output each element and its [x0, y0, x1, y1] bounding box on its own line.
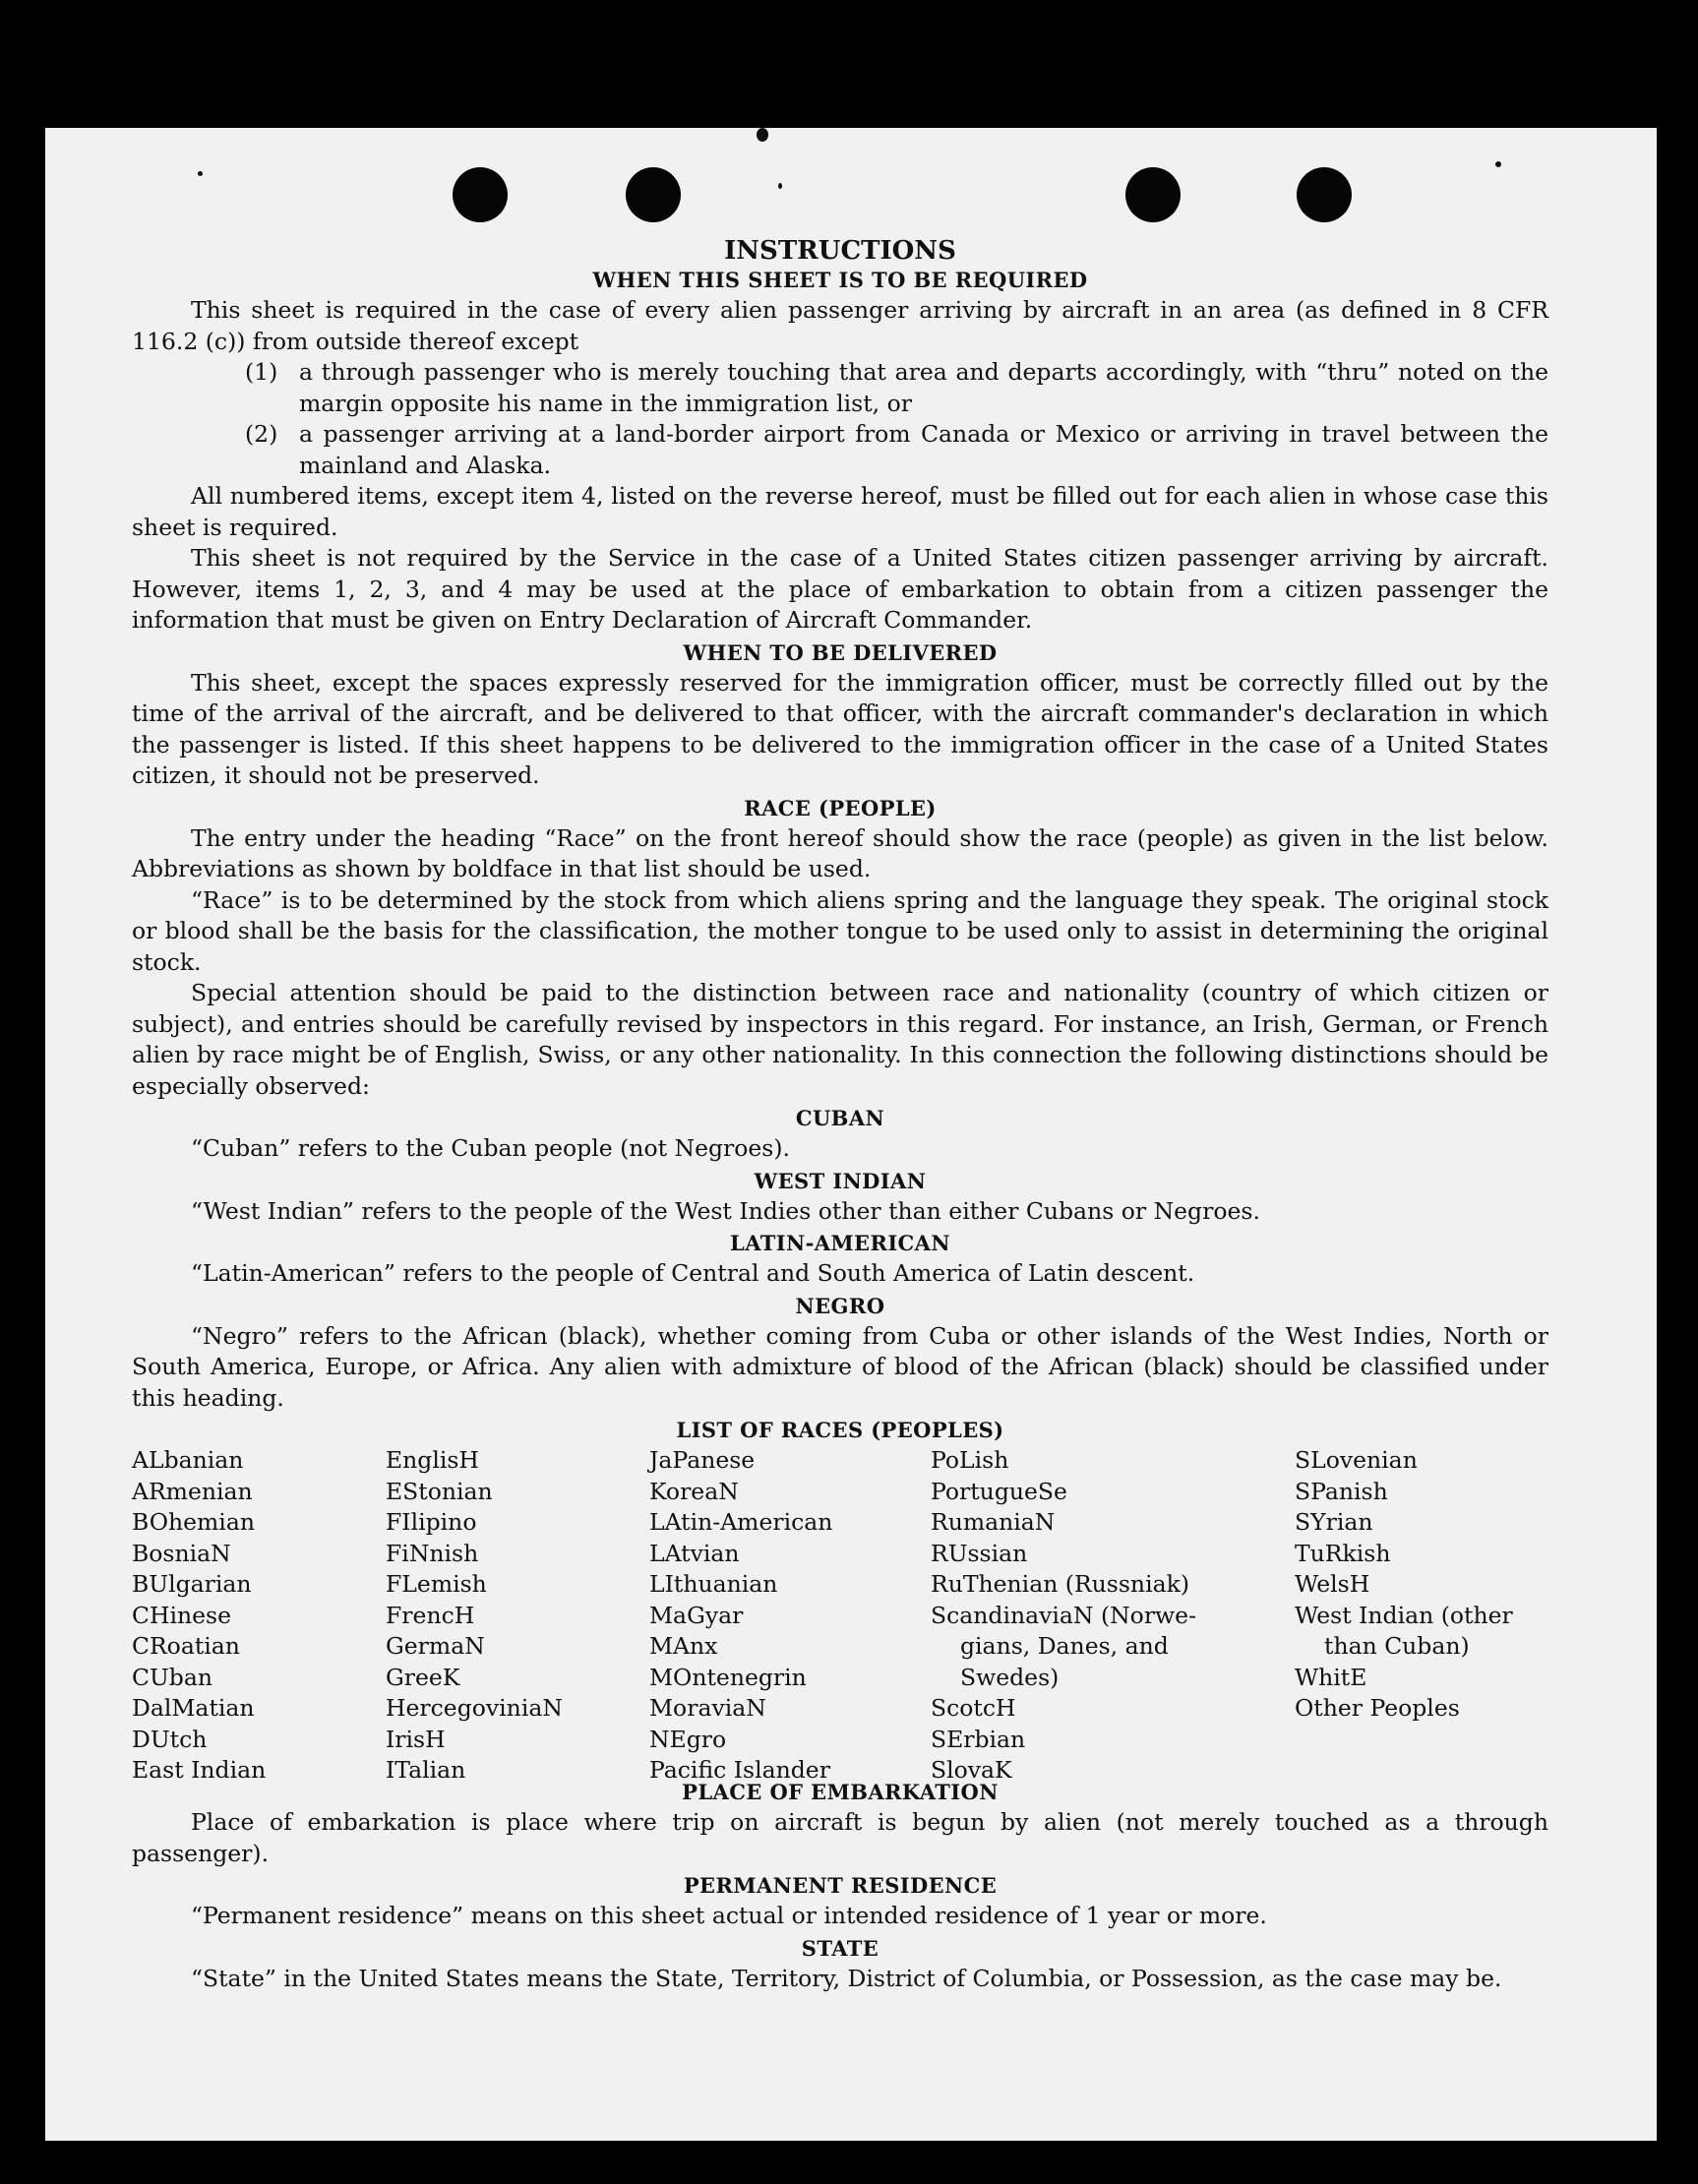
definition-latin-american: “Latin-American” refers to the people of Central and South America of Latin descent.	[191, 1259, 1195, 1287]
race-entry: WhitE	[1295, 1663, 1367, 1691]
race-entry: SYrian	[1295, 1508, 1373, 1536]
race-entry: SPanish	[1295, 1477, 1388, 1505]
race-entry: EStonian	[386, 1477, 493, 1505]
race-entry: GermaN	[386, 1632, 485, 1660]
race-entry: DalMatian	[132, 1694, 255, 1722]
race-entry: ITalian	[386, 1756, 466, 1784]
race-entry: MaGyar	[649, 1601, 744, 1629]
definition-west-indian: “West Indian” refers to the people of the West Indies other than either Cubans or Negroes.	[191, 1196, 1260, 1225]
race-entry: EnglisH	[386, 1446, 479, 1474]
state-paragraph: “State” in the United States means the State, Territory, District of Columbia, or Possession, as the case may be.	[191, 1964, 1502, 1992]
section-heading-latin-american: LATIN-AMERICAN	[730, 1231, 950, 1255]
section-heading-race-list: LIST OF RACES (PEOPLES)	[676, 1418, 1004, 1442]
race-entry: ALbanian	[132, 1446, 244, 1474]
section-heading-negro: NEGRO	[795, 1293, 885, 1318]
race-entry: LIthuanian	[649, 1570, 778, 1598]
race-entry: RuThenian (Russniak)	[931, 1570, 1189, 1598]
paper-speck	[778, 183, 782, 189]
embarkation-paragraph: Place of embarkation is place where trip on aircraft is begun by alien (not merely touched as a through passenger).	[132, 1808, 1548, 1867]
race-entry: MAnx	[649, 1632, 718, 1660]
race-entry: GreeK	[386, 1663, 460, 1691]
residence-paragraph: “Permanent residence” means on this sheet actual or intended residence of 1 year or more.	[191, 1902, 1267, 1929]
section-heading-embarkation: PLACE OF EMBARKATION	[682, 1780, 999, 1804]
race-entry: ScandinaviaN (Norwe-	[931, 1601, 1197, 1629]
race-entry: PoLish	[931, 1446, 1009, 1474]
race-column	[931, 1445, 1196, 1787]
section-heading-state: STATE	[801, 1935, 879, 1961]
race-entry: FrencH	[386, 1601, 475, 1629]
race-entry: WelsH	[1295, 1570, 1370, 1598]
definition-cuban: “Cuban” refers to the Cuban people (not Negroes).	[191, 1134, 791, 1162]
paper-speck	[757, 128, 768, 142]
numbered-items-paragraph: All numbered items, except item 4, listed on the reverse hereof, must be filled out for each alien in whose case this sheet is required.	[132, 482, 1548, 541]
race-entry: KoreaN	[649, 1477, 739, 1505]
instructions-heading: INSTRUCTIONS	[724, 236, 956, 266]
section-heading-residence: PERMANENT RESIDENCE	[683, 1873, 998, 1898]
punch-hole	[1297, 167, 1352, 222]
race-entry: gians, Danes, and	[960, 1632, 1169, 1660]
race-entry: FIlipino	[386, 1508, 477, 1536]
race-entry: SlovaK	[931, 1756, 1012, 1784]
exception-number: (2)	[245, 420, 278, 448]
section-heading-race: RACE (PEOPLE)	[744, 795, 937, 820]
race-entry: LAtvian	[649, 1539, 740, 1567]
race-list	[132, 1445, 1548, 1784]
race-entry: West Indian (other	[1295, 1601, 1513, 1629]
race-entry: JaPanese	[649, 1446, 756, 1474]
race-paragraph: The entry under the heading “Race” on the front hereof should show the race (people) as given in the list below. Abbreviations as shown by boldface in that list should be used.	[132, 823, 1548, 882]
exception-item	[245, 357, 1548, 419]
race-entry: SErbian	[931, 1725, 1026, 1753]
paper-speck	[198, 171, 203, 176]
section-heading-cuban: CUBAN	[795, 1106, 885, 1130]
race-entry: DUtch	[132, 1725, 208, 1753]
race-entry: Swedes)	[960, 1663, 1060, 1691]
punch-hole	[626, 167, 681, 222]
punch-hole	[453, 167, 508, 222]
race-entry: MOntenegrin	[649, 1663, 807, 1691]
section-heading-delivered: WHEN TO BE DELIVERED	[683, 639, 998, 665]
race-entry: PortugueSe	[931, 1477, 1067, 1505]
race-entry: East Indian	[132, 1756, 267, 1784]
race-entry: HercegoviniaN	[386, 1694, 563, 1722]
race-entry: CHinese	[132, 1601, 231, 1629]
exception-text: a passenger arriving at a land-border airport from Canada or Mexico or arriving in travel between the mainland and Alaska.	[299, 420, 1548, 479]
race-paragraph: Special attention should be paid to the distinction between race and nationality (country of which citizen or subject), and entries should be carefully revised by inspectors in this regard. For instance, an Irish, German, or French alien by race might be of English, Swiss, or any other nationality. In this connection the following distinctions should be especially observed:	[132, 979, 1548, 1100]
race-entry: than Cuban)	[1324, 1632, 1470, 1660]
race-entry: LAtin-American	[649, 1508, 833, 1536]
race-entry: ScotcH	[931, 1694, 1016, 1722]
race-paragraph: “Race” is to be determined by the stock from which aliens spring and the language they speak. The original stock or blood shall be the basis for the classification, the mother tongue to be used only to assist in determining the original stock.	[132, 885, 1548, 976]
required-intro: This sheet is required in the case of every alien passenger arriving by aircraft in an area (as defined in 8 CFR 116.2 (c)) from outside thereof except	[132, 296, 1548, 355]
section-heading-west-indian: WEST INDIAN	[754, 1168, 927, 1193]
race-entry: BosniaN	[132, 1539, 231, 1567]
punch-hole	[1125, 167, 1181, 222]
instructions-content	[132, 236, 1548, 1994]
exception-text: a through passenger who is merely touching that area and departs accordingly, with “thru” noted on the margin opposite his name in the immigration list, or	[299, 358, 1548, 417]
race-entry: FiNnish	[386, 1539, 479, 1567]
race-entry: RUssian	[931, 1539, 1028, 1567]
race-entry: IrisH	[386, 1725, 446, 1753]
paper-speck	[1495, 161, 1501, 167]
race-entry: SLovenian	[1295, 1446, 1418, 1474]
race-entry: Other Peoples	[1295, 1694, 1460, 1722]
race-entry: MoraviaN	[649, 1694, 766, 1722]
section-heading-when-required: WHEN THIS SHEET IS TO BE REQUIRED	[592, 268, 1088, 292]
exception-number: (1)	[245, 358, 278, 386]
race-entry: Pacific Islander	[649, 1756, 830, 1784]
race-column	[1295, 1445, 1513, 1725]
race-column	[649, 1445, 832, 1787]
race-entry: BUlgarian	[132, 1570, 252, 1598]
exception-item	[245, 419, 1548, 481]
race-entry: TuRkish	[1295, 1539, 1391, 1567]
race-column	[386, 1445, 563, 1787]
race-entry: NEgro	[649, 1725, 727, 1753]
race-entry: CRoatian	[132, 1632, 240, 1660]
delivered-paragraph: This sheet, except the spaces expressly reserved for the immigration officer, must be correctly filled out by the time of the arrival of the aircraft, and be delivered to that officer, with the aircraft commander's declaration in which the passenger is listed. If this sheet happens to be delivered to the immigration officer in the case of a United States citizen, it should not be preserved.	[132, 668, 1548, 789]
race-column	[132, 1445, 266, 1787]
race-entry: RumaniaN	[931, 1508, 1056, 1536]
race-entry: FLemish	[386, 1570, 487, 1598]
race-entry: ARmenian	[132, 1477, 253, 1505]
race-entry: BOhemian	[132, 1508, 255, 1536]
citizen-paragraph: This sheet is not required by the Service in the case of a United States citizen passenger arriving by aircraft. However, items 1, 2, 3, and 4 may be used at the place of embarkation to obtain from a citizen passenger the information that must be given on Entry Declaration of Aircraft Commander.	[132, 544, 1548, 634]
race-entry: CUban	[132, 1663, 212, 1691]
definition-negro: “Negro” refers to the African (black), whether coming from Cuba or other islands of the West Indies, North or South America, Europe, or Africa. Any alien with admixture of blood of the African (black) should be classified under this heading.	[132, 1321, 1548, 1412]
